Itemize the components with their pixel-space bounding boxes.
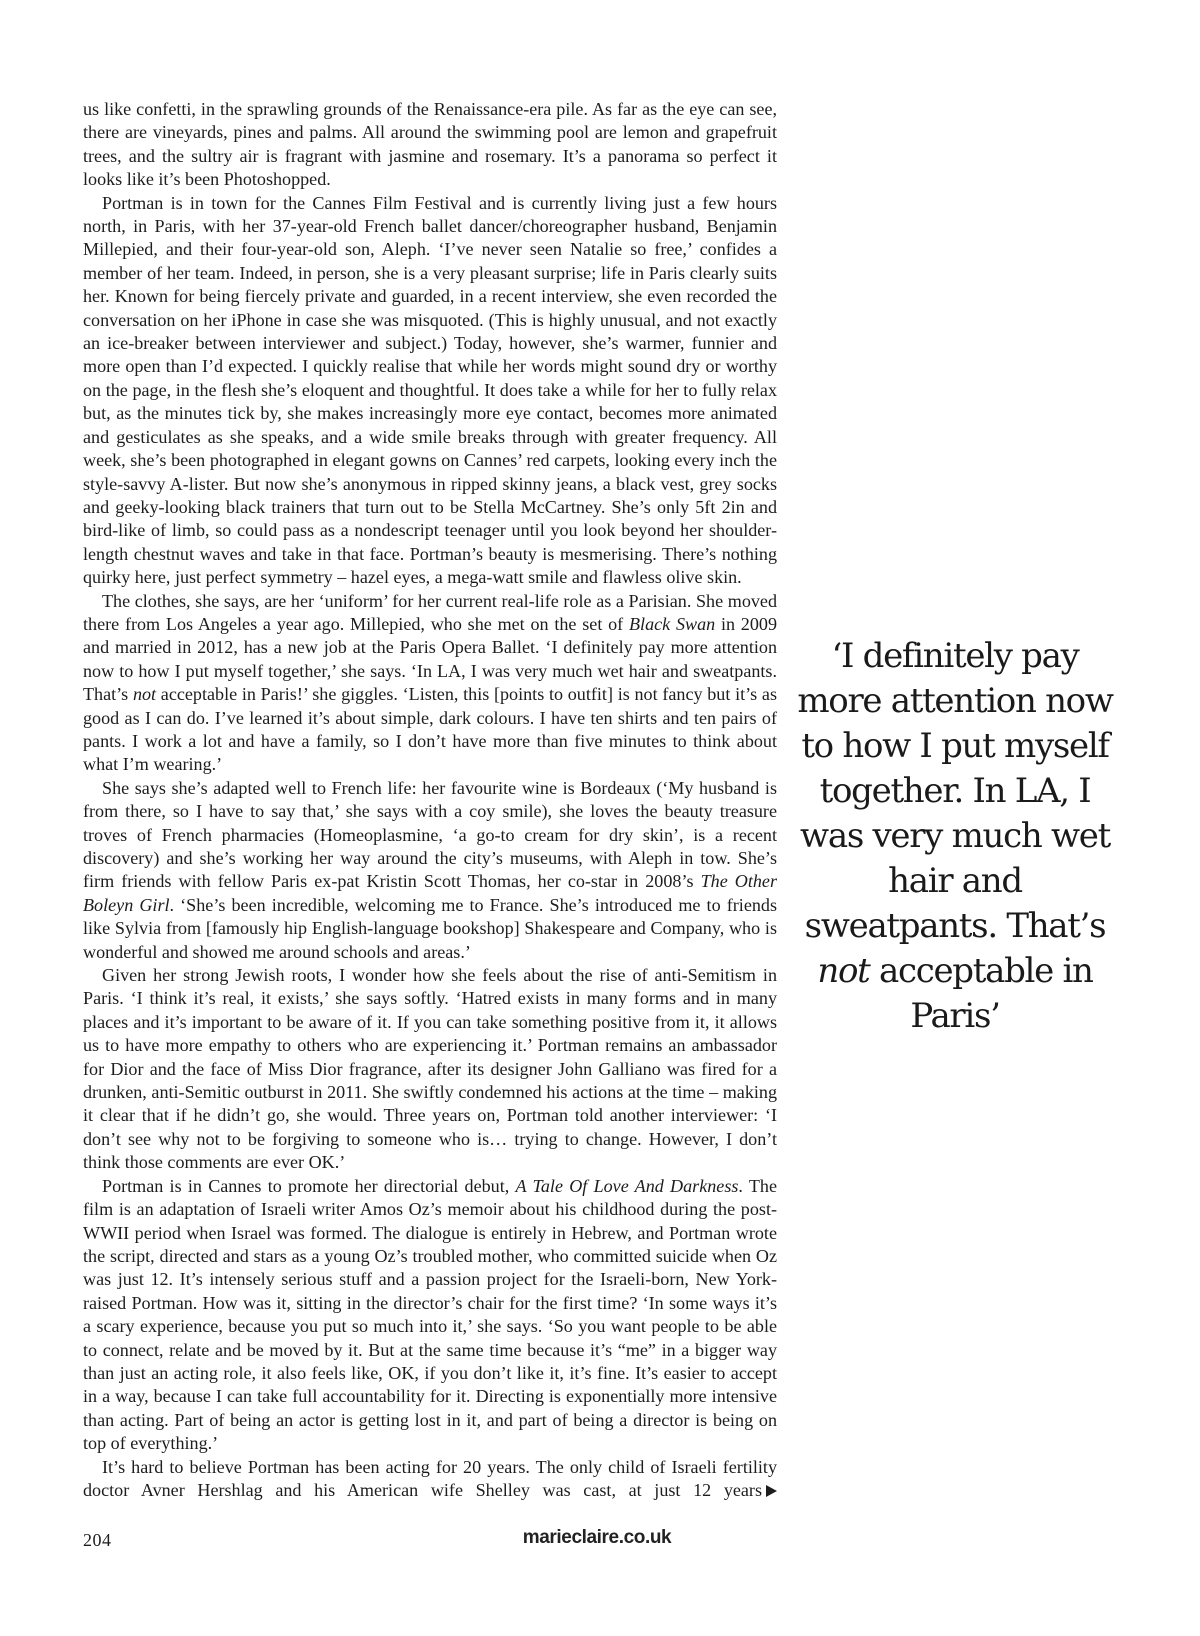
pull-quote-text: acceptable in Paris’ — [869, 951, 1093, 1036]
film-title: The Other Boleyn Girl — [83, 871, 777, 915]
article-paragraph — [83, 1175, 777, 1456]
paragraph-text: Given her strong Jewish roots, I wonder how she feels about the rise of anti-Semitism in Paris. ‘I think it’s real, it exists,’ she says softly. ‘Hatred exists in many forms and in many places and it’s important to be aware of it. If you can take something positive from it, it allows us to have more empathy to others who are experiencing it.’ Portman remains an ambassador for Dior and the face of Miss Dior fragrance, after its designer John Galliano was fired for a drunken, anti-Semitic outburst in 2011. She swiftly condemned his actions at the time – making it clear that if he didn’t go, she would. Three years on, Portman told another interviewer: ‘I don’t see why not to be forgiving to someone who is… trying to change. However, I don’t think those comments are ever OK.’ — [83, 965, 777, 1173]
pull-quote — [790, 634, 1120, 1039]
article-paragraph — [83, 964, 777, 1175]
paragraph-text: us like confetti, in the sprawling grounds of the Renaissance-era pile. As far as the eye can see, there are vineyards, pines and palms. All around the swimming pool are lemon and grapefruit trees, and the sultry air is fragrant with jasmine and rosemary. It’s a panorama so perfect it looks like it’s been Photoshopped. — [83, 99, 777, 190]
paragraph-text: Portman is in Cannes to promote her directorial debut, — [102, 1175, 516, 1196]
paragraph-text: in 2009 and married in 2012, has a new job at the Paris Opera Ballet. ‘I definitely pay more attention now to how I put myself together,’ she says. ‘In LA, I was very much wet hair and sweatpants. That’s — [83, 613, 777, 705]
film-title: A Tale Of Love And Darkness — [515, 1175, 739, 1196]
pull-quote-text: ‘I definitely pay more attention now to how I put myself together. In LA, I was very much wet hair and sweatpants. That’s — [797, 636, 1113, 946]
paragraph-text: acceptable in Paris!’ she giggles. ‘Listen, this [points to outfit] is not fancy but it’s as good as I can do. I’ve learned it’s about simple, dark colours. I have ten shirts and ten pairs of pants. I work a lot and have a family, so I don’t have more than five minutes to think about what I’m wearing.’ — [83, 684, 778, 775]
article-paragraph — [83, 777, 777, 964]
paragraph-text: The clothes, she says, are her ‘uniform’ for her current real-life role as a Parisian. She moved there from Los Angeles a year ago. Millepied, who she met on the set of — [83, 590, 777, 634]
article-paragraph — [83, 192, 777, 590]
article-body — [83, 98, 777, 1502]
paragraph-text: Portman is in town for the Cannes Film Festival and is currently living just a few hours north, in Paris, with her 37-year-old French ballet dancer/choreographer husband, Benjamin Millepied, and their four-year-old son, Aleph. ‘I’ve never seen Natalie so free,’ confides a member of her team. Indeed, in person, she is a very pleasant surprise; life in Paris clearly suits her. Known for being fiercely private and guarded, in a recent interview, she even recorded the conversation on her iPhone in case she was misquoted. (This is highly unusual, and not exactly an ice-breaker between interviewer and subject.) Today, however, she’s warmer, funnier and more open than I’d expected. I quickly realise that while her words might sound dry or worthy on the page, in the flesh she’s eloquent and thoughtful. It does take a while for her to fully relax but, as the minutes tick by, she makes increasingly more eye contact, becomes more animated and gesticulates as she speaks, and a wide smile breaks through with greater frequency. All week, she’s been photographed in elegant gowns on Cannes’ red carpets, looking every inch the style-savvy A-lister. But now she’s anonymous in ripped skinny jeans, a black vest, grey socks and geeky-looking black trainers that turn out to be Stella McCartney. She’s only 5ft 2in and bird-like of limb, so could pass as a nondescript teenager until you look beyond her shoulder-length chestnut waves and take in that face. Portman’s beauty is mesmerising. There’s nothing quirky here, just perfect symmetry – hazel eyes, a mega-watt smile and flawless olive skin. — [83, 192, 777, 588]
paragraph-text: It’s hard to believe Portman has been acting for 20 years. The only child of Israeli fertility doctor Avner Hershlag and his American wife Shelley was cast, at just 12 years — [83, 1456, 777, 1500]
page-number: 204 — [83, 1530, 112, 1550]
article-paragraph — [83, 590, 777, 777]
paragraph-text: She says she’s adapted well to French life: her favourite wine is Bordeaux (‘My husband is from there, so I have to say that,’ she says with a coy smile), she loves the beauty treasure troves of French pharmacies (Homeoplasmine, ‘a go-to cream for dry skin’, is a recent discovery) and she’s working her way around the city’s museums, with Aleph in tow. She’s firm friends with fellow Paris ex-pat Kristin Scott Thomas, her co-star in 2008’s — [83, 777, 777, 892]
article-paragraph — [83, 98, 777, 192]
paragraph-text: . The film is an adaptation of Israeli writer Amos Oz’s memoir about his childhood during the post-WWII period when Israel was formed. The dialogue is entirely in Hebrew, and Portman wrote the script, directed and stars as a young Oz’s troubled mother, who committed suicide when Oz was just 12. It’s intensely serious stuff and a passion project for the Israeli-born, New York-raised Portman. How was it, sitting in the director’s chair for the first time? ‘In some ways it’s a scary experience, because you put so much into it,’ she says. ‘So you want people to be able to connect, relate and be moved by it. But at the same time because it’s “me” in a bigger way than just an acting role, it also feels like, OK, if you don’t like it, it’s fine. It’s easier to accept in a way, because I can take full accountability for it. Directing is exponentially more intensive than acting. Part of being an actor is getting lost in it, and part of being a director is being on top of everything.’ — [83, 1175, 777, 1454]
site-url: marieclaire.co.uk — [522, 1527, 672, 1548]
film-title: Black Swan — [628, 613, 716, 634]
paragraph-text: . ‘She’s been incredible, welcoming me to France. She’s introduced me to friends like Sylvia from [famously hip English-language bookshop] Shakespeare and Company, who is wonderful and showed me around schools and areas.’ — [83, 894, 777, 962]
pull-quote-emphasis: not — [817, 951, 870, 991]
emphasis-text: not — [132, 684, 157, 705]
continue-arrow-icon — [766, 1485, 777, 1497]
article-paragraph — [83, 1456, 777, 1503]
